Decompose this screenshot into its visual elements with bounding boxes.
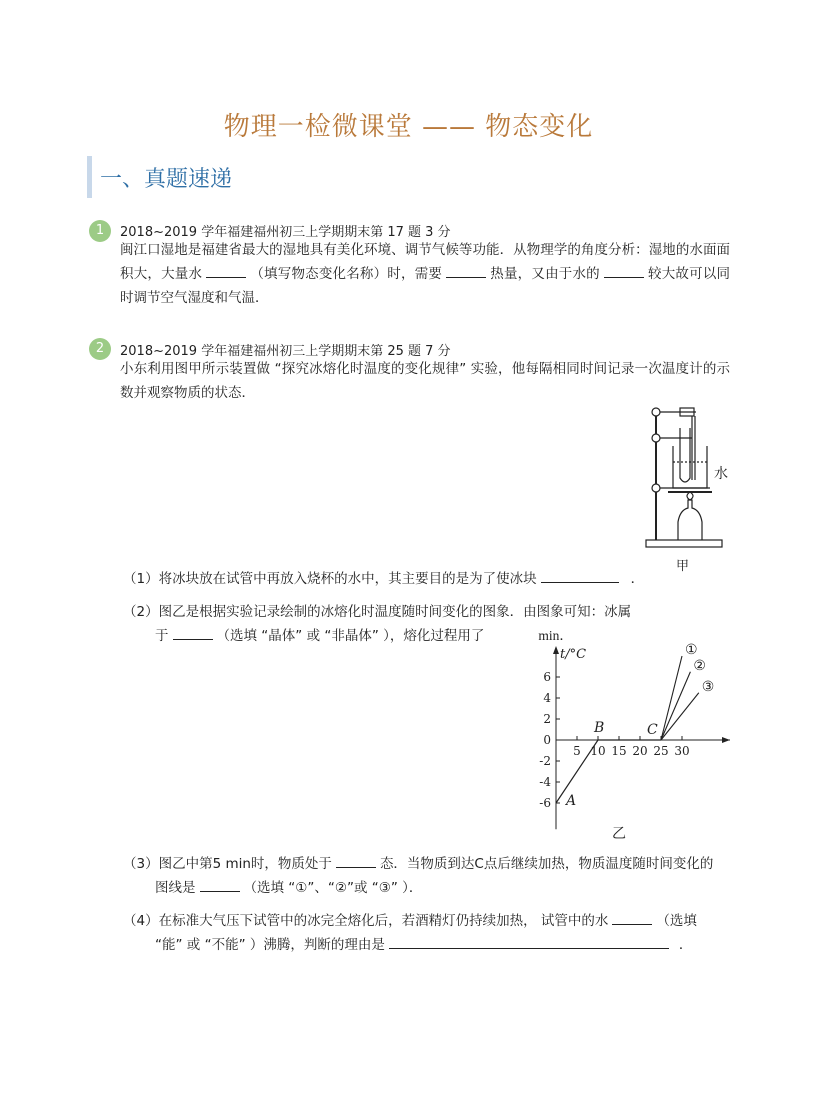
answer-blank[interactable]	[200, 877, 240, 892]
x-tick-label: 30	[674, 744, 690, 758]
x-tick-label: 20	[632, 744, 648, 758]
x-axis-arrow	[722, 737, 730, 743]
sub-question-3: （3）图乙中第5 min时，物质处于 态．当物质到达C点后继续加热，物质温度随时间变化的 图线是 （选填 “①”、“②”或 “③” ）．	[123, 852, 733, 900]
answer-blank[interactable]	[336, 853, 376, 868]
answer-blank[interactable]	[389, 934, 669, 949]
y-axis-label: t/°C	[560, 647, 587, 662]
question-source: 2018~2019 学年福建福州初三上学期期末第 25 题 7 分	[120, 344, 451, 359]
series-label: ③	[701, 678, 715, 695]
x-tick-label: 5	[573, 744, 581, 758]
question-text: 闽江口湿地是福建省最大的湿地具有美化环境、调节气候等功能．从物理学的角度分析：湿地的水面面积大，大量水 （填写物态变化名称）时，需要 热量，又由于水的 较大故可以同时调节空气湿度和气温．	[120, 242, 731, 306]
question-number-badge: 2	[89, 338, 111, 360]
stand-base	[646, 540, 722, 547]
answer-blank[interactable]	[206, 263, 246, 278]
question-number-badge: 1	[89, 220, 111, 242]
y-tick-label: -4	[539, 775, 551, 789]
y-tick-label: 6	[543, 670, 551, 684]
y-tick-label: 0	[543, 733, 551, 747]
answer-blank[interactable]	[488, 626, 528, 640]
answer-blank[interactable]	[541, 568, 619, 583]
question-source: 2018~2019 学年福建福州初三上学期期末第 17 题 3 分	[120, 225, 451, 240]
x-tick-label: 15	[611, 744, 627, 758]
y-tick-label: 4	[543, 691, 551, 705]
sub-question-4: （4）在标准大气压下试管中的冰完全熔化后，若酒精灯仍持续加热， 试管中的水 （选填 “能” 或 “不能” ）沸腾，判断的理由是 ．	[123, 909, 733, 957]
figure-a-label: 甲	[676, 559, 690, 574]
sub-question-1: （1）将冰块放在试管中再放入烧杯的水中，其主要目的是为了使冰块 ．	[123, 567, 733, 591]
answer-blank[interactable]	[173, 625, 213, 640]
x-tick-label: 10	[590, 744, 606, 758]
answer-blank[interactable]	[612, 910, 652, 925]
sub-question-2: （2）图乙是根据实验记录绘制的冰熔化时温度随时间变化的图象．由图象可知：冰属 于 （选填 “晶体” 或 “非晶体” ），熔化过程用了 min．	[123, 604, 632, 644]
question-intro: 小东利用图甲所示装置做 “探究冰熔化时温度的变化规律” 实验，他每隔相同时间记录一次温度计的示数并观察物质的状态．	[120, 361, 730, 401]
series-label: ②	[693, 657, 706, 674]
page-title: 物理一检微课堂 —— 物态变化	[223, 112, 594, 142]
point-label: C	[647, 722, 658, 738]
y-tick-label: 2	[543, 712, 551, 726]
y-axis-arrow	[553, 646, 559, 654]
section-title: 一、真题速递	[100, 167, 233, 192]
section-accent-bar	[87, 156, 92, 198]
answer-blank[interactable]	[446, 263, 486, 278]
figure-b-label: 乙	[612, 826, 626, 842]
apparatus-figure	[640, 400, 740, 575]
point-label: B	[594, 720, 605, 736]
x-tick-label: 25	[653, 744, 669, 758]
answer-blank[interactable]	[604, 263, 644, 278]
water-label: 水	[714, 466, 728, 482]
series-label: ①	[685, 642, 698, 658]
y-tick-label: -6	[539, 796, 551, 810]
y-tick-label: -2	[539, 754, 551, 768]
temperature-time-chart	[520, 640, 740, 845]
point-label: A	[566, 793, 577, 809]
